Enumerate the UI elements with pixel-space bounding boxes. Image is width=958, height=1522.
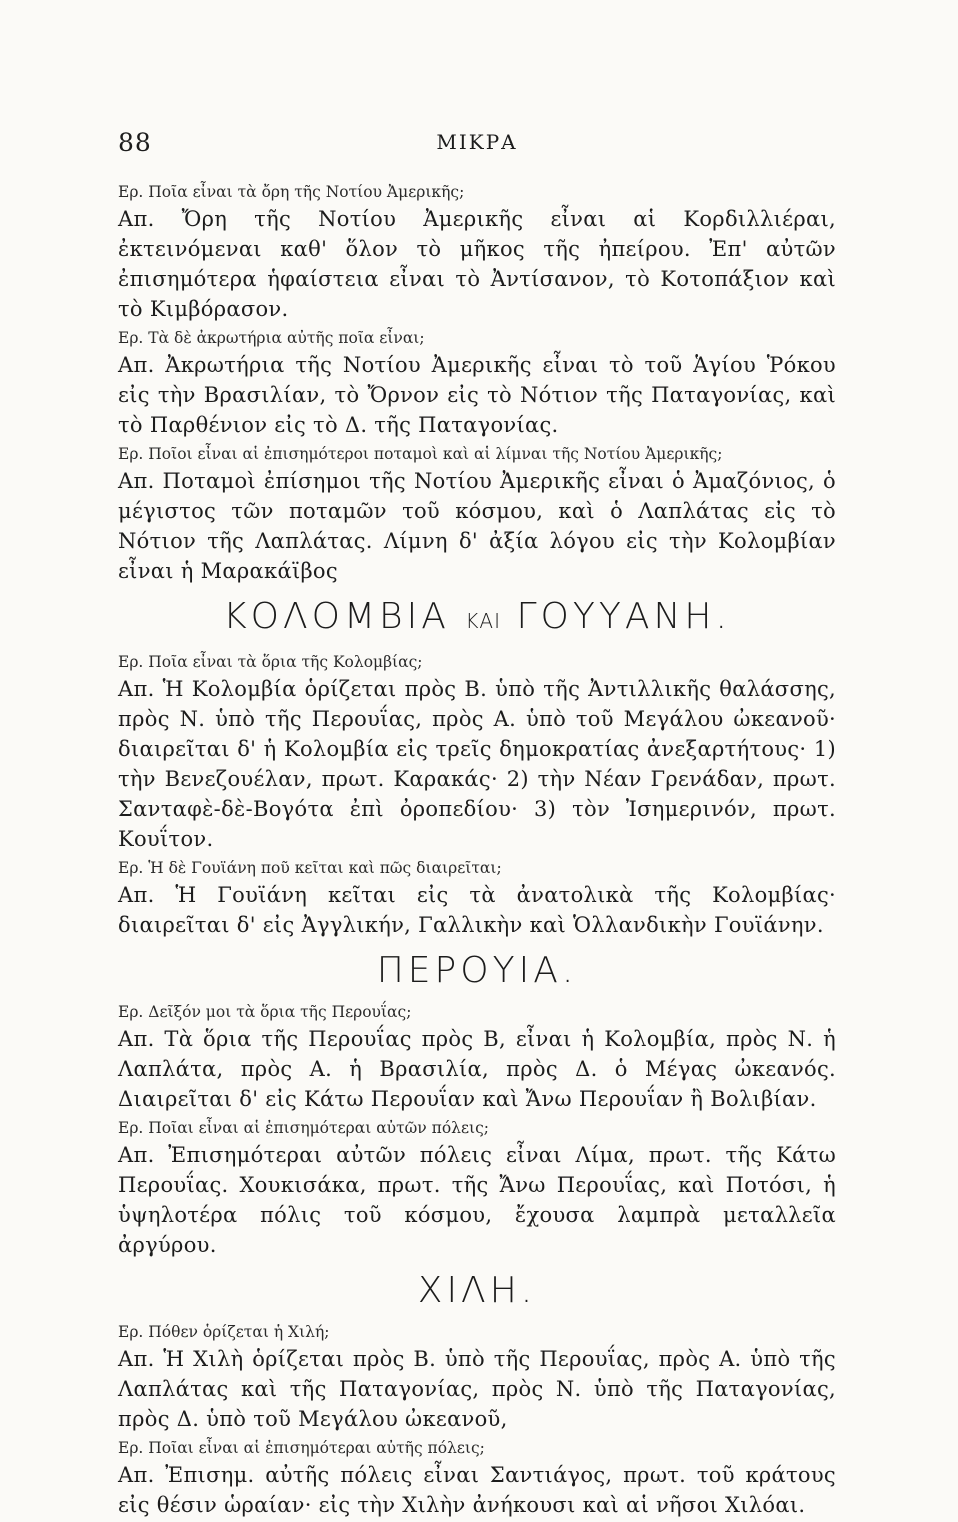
answer-paragraph: Απ. Ποταμοὶ ἐπίσημοι τῆς Νοτίου Ἀμερικῆς εἶναι ὁ Ἀμαζόνιος, ὁ μέγιστος τῶν ποταμῶν τοῦ κόσμου, καὶ ὁ Λαπλάτας εἰς τὸ Νότιον τῆς Λαπλάτας. Λίμνη δ' ἀξία λόγου εἰς τὴν Κολομβίαν εἶναι ἡ Μαρακάϊβος — [118, 469, 836, 583]
answer-paragraph: Απ. Ἡ Γουϊάνη κεῖται εἰς τὰ ἀνατολικὰ τῆς Κολομβίας· διαιρεῖται δ' εἰς Ἀγγλικήν, Γαλλικὴν καὶ Ὁλλανδικὴν Γουϊάνην. — [118, 883, 836, 937]
question-paragraph: Ερ. Ποῖα εἶναι τὰ ὄρη τῆς Νοτίου Ἀμερικῆς; — [118, 183, 465, 201]
section-heading-conjunction: ΚΑΙ — [465, 609, 502, 633]
answer-paragraph: Απ. Ἡ Χιλὴ ὁρίζεται πρὸς Β. ὑπὸ τῆς Περουΐας, πρὸς Α. ὑπὸ τῆς Λαπλάτας καὶ τῆς Παταγονίας, πρὸς Ν. ὑπὸ τῆς Παταγονίας, πρὸς Δ. ὑπὸ τοῦ Μεγάλου ὠκεανοῦ, — [118, 1347, 836, 1431]
question-paragraph: Ερ. Δεῖξόν μοι τὰ ὅρια τῆς Περουΐας; — [118, 1003, 412, 1021]
section-heading-text: ΓΟΥΥΑΝΗ. — [516, 596, 731, 637]
question-paragraph: Ερ. Τὰ δὲ ἀκρωτήρια αὐτῆς ποῖα εἶναι; — [118, 329, 425, 347]
answer-paragraph: Απ. Τὰ ὅρια τῆς Περουΐας πρὸς Β, εἶναι ἡ Κολομβία, πρὸς Ν. ἡ Λαπλάτα, πρὸς Α. ἡ Βρασιλία, πρὸς Δ. ὁ Μέγας ὠκεανός. Διαιρεῖται δ' εἰς Κάτω Περουΐαν καὶ Ἄνω Περουΐαν ἢ Βολιβίαν. — [118, 1027, 836, 1111]
answer-paragraph: Απ. Ἐπισημότεραι αὐτῶν πόλεις εἶναι Λίμα, πρωτ. τῆς Κάτω Περουΐας. Χουκισάκα, πρωτ. τῆς Ἄνω Περουΐας, καὶ Ποτόσι, ἡ ὑψηλοτέρα πόλις τοῦ κόσμου, ἔχουσα λαμπρὰ μεταλλεῖα ἀργύρου. — [118, 1143, 836, 1257]
page-header — [118, 128, 836, 164]
section-heading — [118, 948, 836, 994]
question-paragraph: Ερ. Πόθεν ὁρίζεται ἡ Χιλή; — [118, 1323, 330, 1341]
answer-paragraph: Απ. Ἐπισημ. αὐτῆς πόλεις εἶναι Σαντιάγος, πρωτ. τοῦ κράτους εἰς θέσιν ὡραίαν· εἰς τὴν Χιλὴν ἀνήκουσι καὶ αἱ νῆσοι Χιλόαι. — [118, 1463, 836, 1517]
section-heading — [118, 1268, 836, 1314]
section-heading-text: ΠΕΡΟΥΙΑ. — [376, 950, 578, 991]
question-paragraph: Ερ. Ποῖα εἶναι τὰ ὅρια τῆς Κολομβίας; — [118, 653, 423, 671]
section-heading — [118, 594, 836, 644]
answer-paragraph: Απ. Ὄρη τῆς Νοτίου Ἀμερικῆς εἶναι αἱ Κορδιλλιέραι, ἐκτεινόμεναι καθ' ὅλον τὸ μῆκος τῆς ἠπείρου. Ἐπ' αὐτῶν ἐπισημότερα ἡφαίστεια εἶναι τὸ Ἀντίσανον, τὸ Κοτοπάξιον καὶ τὸ Κιμβόρασον. — [118, 207, 836, 321]
question-paragraph: Ερ. Ποῖοι εἶναι αἱ ἐπισημότεροι ποταμοὶ καὶ αἱ λίμναι τῆς Νοτίου Ἀμερικῆς; — [118, 445, 723, 463]
running-title: ΜΙΚΡΑ — [436, 130, 518, 154]
section-heading-text: ΧΙΛΗ. — [417, 1270, 537, 1311]
page-number: 88 — [118, 128, 152, 157]
question-paragraph: Ερ. Ποῖαι εἶναι αἱ ἐπισημότεραι αὐτῆς πόλεις; — [118, 1439, 485, 1457]
question-paragraph: Ερ. Ποῖαι εἶναι αἱ ἐπισημότεραι αὐτῶν πόλεις; — [118, 1119, 490, 1137]
answer-paragraph: Απ. Ἡ Κολομβία ὁρίζεται πρὸς Β. ὑπὸ τῆς Ἀντιλλικῆς θαλάσσης, πρὸς Ν. ὑπὸ τῆς Περουΐας, πρὸς Α. ὑπὸ τοῦ Μεγάλου ὠκεανοῦ· διαιρεῖται δ' ἡ Κολομβία εἰς τρεῖς δημοκρατίας ἀνεξαρτήτους· 1) τὴν Βενεζουέλαν, πρωτ. Καρακάς· 2) τὴν Νέαν Γρενάδαν, πρωτ. Σανταφὲ-δὲ-Βογότα ἐπὶ ὀροπεδίου· 3) τὸν Ἰσημερινόν, πρωτ. Κουΐτον. — [118, 677, 836, 851]
answer-paragraph: Απ. Ἀκρωτήρια τῆς Νοτίου Ἀμερικῆς εἶναι τὸ τοῦ Ἁγίου Ῥόκου εἰς τὴν Βρασιλίαν, τὸ Ὄρνον εἰς τὸ Νότιον τῆς Παταγονίας, καὶ τὸ Παρθένιον εἰς τὸ Δ. τῆς Παταγονίας. — [118, 353, 836, 437]
question-paragraph: Ερ. Ἡ δὲ Γουϊάνη ποῦ κεῖται καὶ πῶς διαιρεῖται; — [118, 859, 502, 877]
section-heading-text: ΚΟΛΟΜΒΙΑ — [223, 596, 450, 637]
page-body — [118, 180, 836, 1522]
